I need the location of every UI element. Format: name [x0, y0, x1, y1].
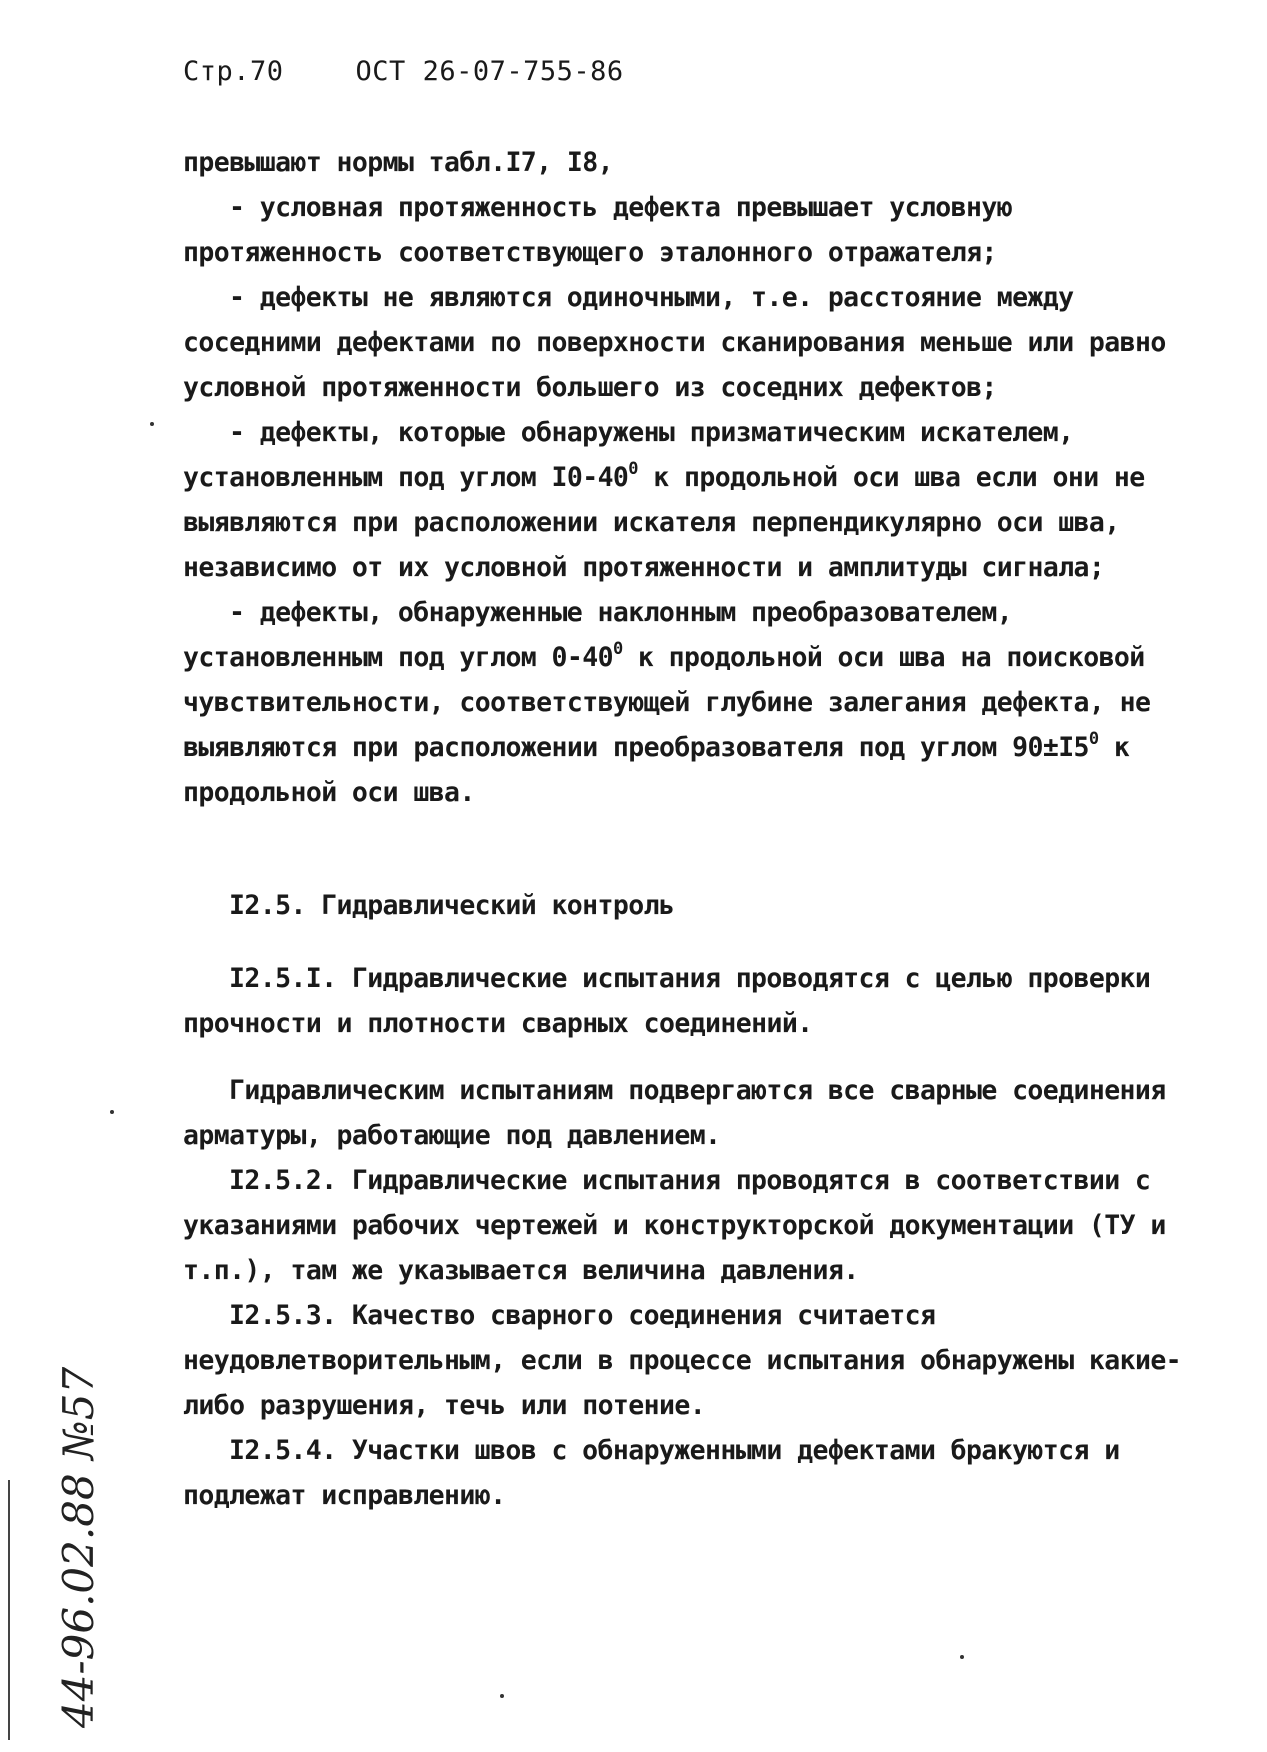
scan-speck [500, 1694, 504, 1698]
paragraph-prismatic-probe [183, 410, 1223, 590]
page-header [183, 56, 624, 87]
section-title: I2.5. Гидравлический контроль [229, 890, 675, 921]
scan-speck [960, 1655, 964, 1659]
scan-speck [110, 1110, 114, 1114]
clause-12-5-1: I2.5.I. Гидравлические испытания проводятся с целью проверки прочности и плотности сварных соединений. [183, 963, 1151, 1039]
page-number: Стр.70 [183, 56, 284, 87]
clause-12-5-3: I2.5.3. Качество сварного соединения считается неудовлетворительным, если в процессе испытания обнаружены какие-либо разрушения, течь или потение. [183, 1300, 1182, 1421]
paragraph-text: к продольной оси шва если они не выявляются при расположении искателя перпендикулярно оси шва, независимо от их условной протяженности и амплитуды сигнала; [183, 462, 1145, 583]
scan-speck [150, 422, 154, 426]
clause-12-5-2: I2.5.2. Гидравлические испытания проводятся в соответствии с указаниями рабочих чертежей и конструкторской документации (ТУ и т.п.), там же указывается величина давления. [183, 1165, 1166, 1286]
degree-sup: 0 [612, 639, 623, 659]
document-body [183, 140, 1223, 1518]
clause-12-5-1-b: Гидравлическим испытаниям подвергаются все сварные соединения арматуры, работающие под давлением. [183, 1075, 1166, 1151]
paragraph-continuation: превышают нормы табл.I7, I8, [183, 147, 613, 178]
standard-code: ОСТ 26-07-755-86 [355, 56, 624, 87]
clause-12-5-4: I2.5.4. Участки швов с обнаруженными дефектами бракуются и подлежат исправлению. [183, 1435, 1120, 1511]
paragraph-defect-length: - условная протяженность дефекта превышает условную протяженность соответствующего эталонного отражателя; [183, 192, 1013, 268]
margin-note-text: 44-96.02.88 №57 [54, 1366, 103, 1728]
degree-sup: 0 [1088, 729, 1099, 749]
paragraph-text: - дефекты, обнаруженные наклонным преобразователем, установленным под углом 0-40 [183, 597, 1013, 673]
paragraph-defect-spacing: - дефекты не являются одиночными, т.е. расстояние между соседними дефектами по поверхности сканирования меньше или равно условной протяженности большего из соседних дефектов; [183, 282, 1166, 403]
paragraph-text: к продольной оси шва. [183, 732, 1130, 808]
paragraph-angle-transducer [183, 590, 1223, 815]
margin-rule [8, 1480, 10, 1740]
paragraph-text: - дефекты, которые обнаружены призматическим искателем, установленным под углом I0-40 [183, 417, 1074, 493]
paragraph-text: к продольной оси шва на поисковой чувствительности, соответствующей глубине залегания дефекта, не выявляются при расположении преобразователя под углом 90±I5 [183, 642, 1151, 763]
degree-sup: 0 [628, 459, 638, 479]
margin-handwritten-note [6, 1366, 103, 1728]
